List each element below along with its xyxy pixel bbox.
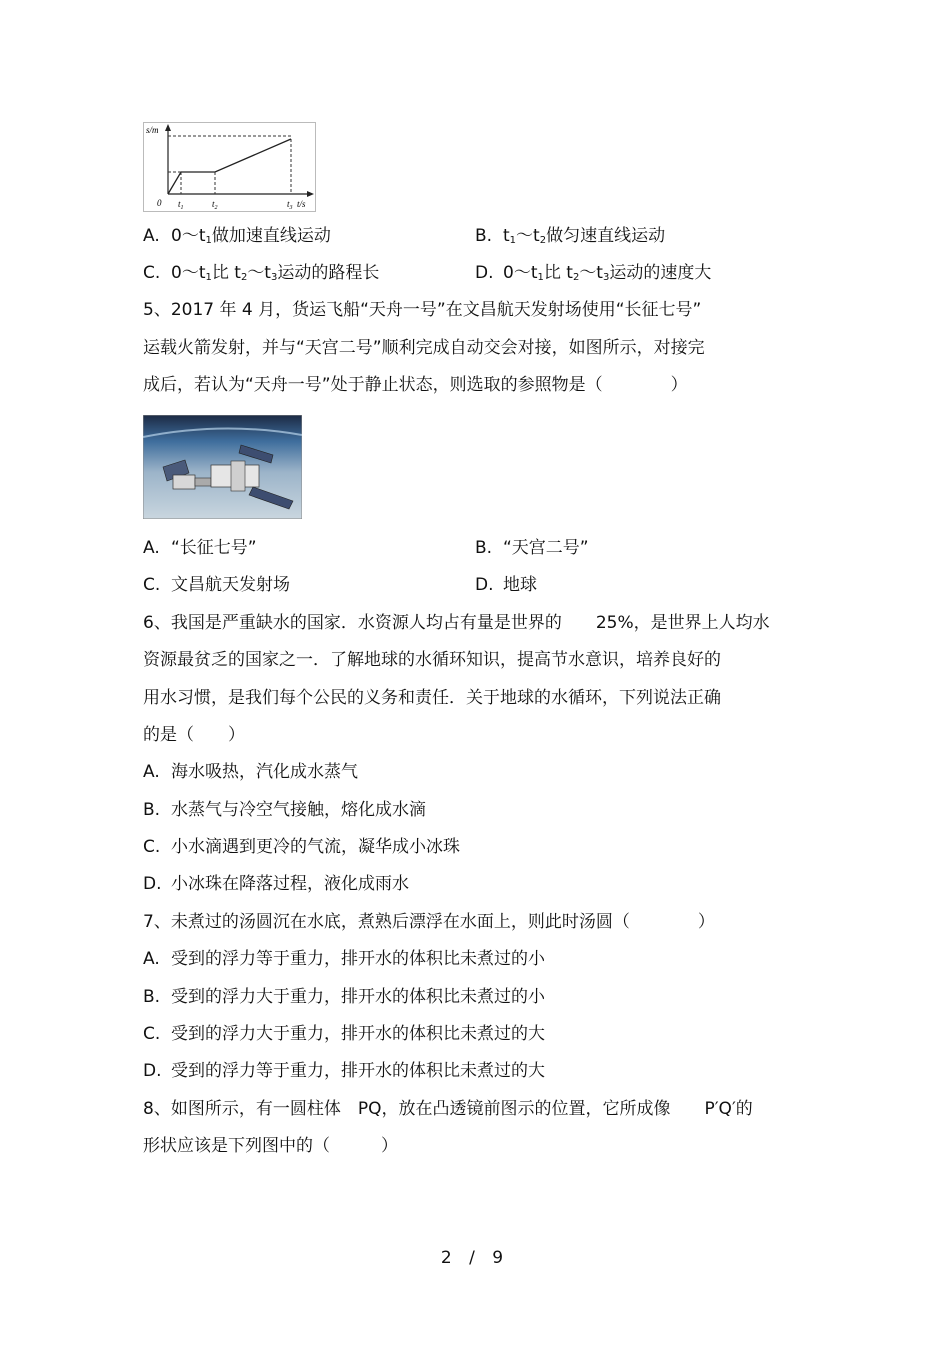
q6-line-3: 用水习惯，是我们每个公民的义务和责任．关于地球的水循环，下列说法正确	[143, 688, 721, 708]
q4-option-b: B. $t_1\sim t_2$做匀速直线运动	[475, 226, 666, 246]
q5-line-1: 5、2017 年 4 月，货运飞船“天舟一号”在文昌航天发射场使用“长征七号”	[143, 300, 702, 320]
q6-option-b: B. 水蒸气与冷空气接触，熔化成水滴	[143, 800, 426, 820]
page-number: 2 / 9	[440, 1248, 510, 1268]
q8-line-1: 8、如图所示，有一圆柱体 PQ，放在凸透镜前图示的位置，它所成像 P′Q′的	[143, 1099, 753, 1119]
q6-line-2: 资源最贫乏的国家之一．了解地球的水循环知识，提高节水意识，培养良好的	[143, 650, 721, 670]
origin-label: 0	[157, 198, 162, 208]
q6-line-4: 的是（ ）	[143, 725, 245, 745]
q5-option-b: B. “天宫二号”	[475, 538, 589, 558]
photo-svg	[143, 415, 302, 519]
tick-t2: $t_2$	[212, 199, 218, 211]
distance-time-graph	[143, 122, 316, 212]
tianzhou-module	[173, 475, 195, 489]
y-axis-label: s/m	[146, 125, 159, 135]
q7-option-d: D. 受到的浮力等于重力，排开水的体积比未煮过的大	[143, 1061, 545, 1081]
q5-line-3: 成后，若认为“天舟一号”处于静止状态，则选取的参照物是（ ）	[143, 375, 688, 395]
q5-option-a: A. “长征七号”	[143, 538, 257, 558]
q8-line-2: 形状应该是下列图中的（ ）	[143, 1136, 398, 1156]
q6-option-c: C. 小水滴遇到更冷的气流，凝华成小冰珠	[143, 837, 460, 857]
tick-t1: $t_1$	[178, 199, 184, 211]
q4-option-c: C. $0\sim t_1$比 $t_2\sim t_3$运动的路程长	[143, 263, 380, 283]
tiangong-ring	[231, 461, 245, 491]
q7-option-b: B. 受到的浮力大于重力，排开水的体积比未煮过的小	[143, 987, 545, 1007]
q5-line-2: 运载火箭发射，并与“天宫二号”顺利完成自动交会对接，如图所示，对接完	[143, 338, 705, 358]
space-station-photo	[143, 415, 302, 519]
graph-svg	[143, 122, 316, 212]
q7-option-a: A. 受到的浮力等于重力，排开水的体积比未煮过的小	[143, 949, 545, 969]
docking-port	[195, 478, 211, 486]
q7-line: 7、未煮过的汤圆沉在水底，煮熟后漂浮在水面上，则此时汤圆（ ）	[143, 912, 715, 932]
q4-option-a: A. $0\sim t_1$做加速直线运动	[143, 226, 331, 246]
q5-option-c: C. 文昌航天发射场	[143, 575, 290, 595]
q6-line-1: 6、我国是严重缺水的国家．水资源人均占有量是世界的 25%，是世界上人均水	[143, 613, 770, 633]
tick-t3: $t_3$	[287, 199, 293, 211]
x-axis-label: t/s	[297, 199, 306, 209]
q4-option-d: D. $0\sim t_1$比 $t_2\sim t_3$运动的速度大	[475, 263, 712, 283]
q6-option-d: D. 小冰珠在降落过程，液化成雨水	[143, 874, 409, 894]
q7-option-c: C. 受到的浮力大于重力，排开水的体积比未煮过的大	[143, 1024, 545, 1044]
q5-option-d: D. 地球	[475, 575, 537, 595]
q6-option-a: A. 海水吸热，汽化成水蒸气	[143, 762, 358, 782]
